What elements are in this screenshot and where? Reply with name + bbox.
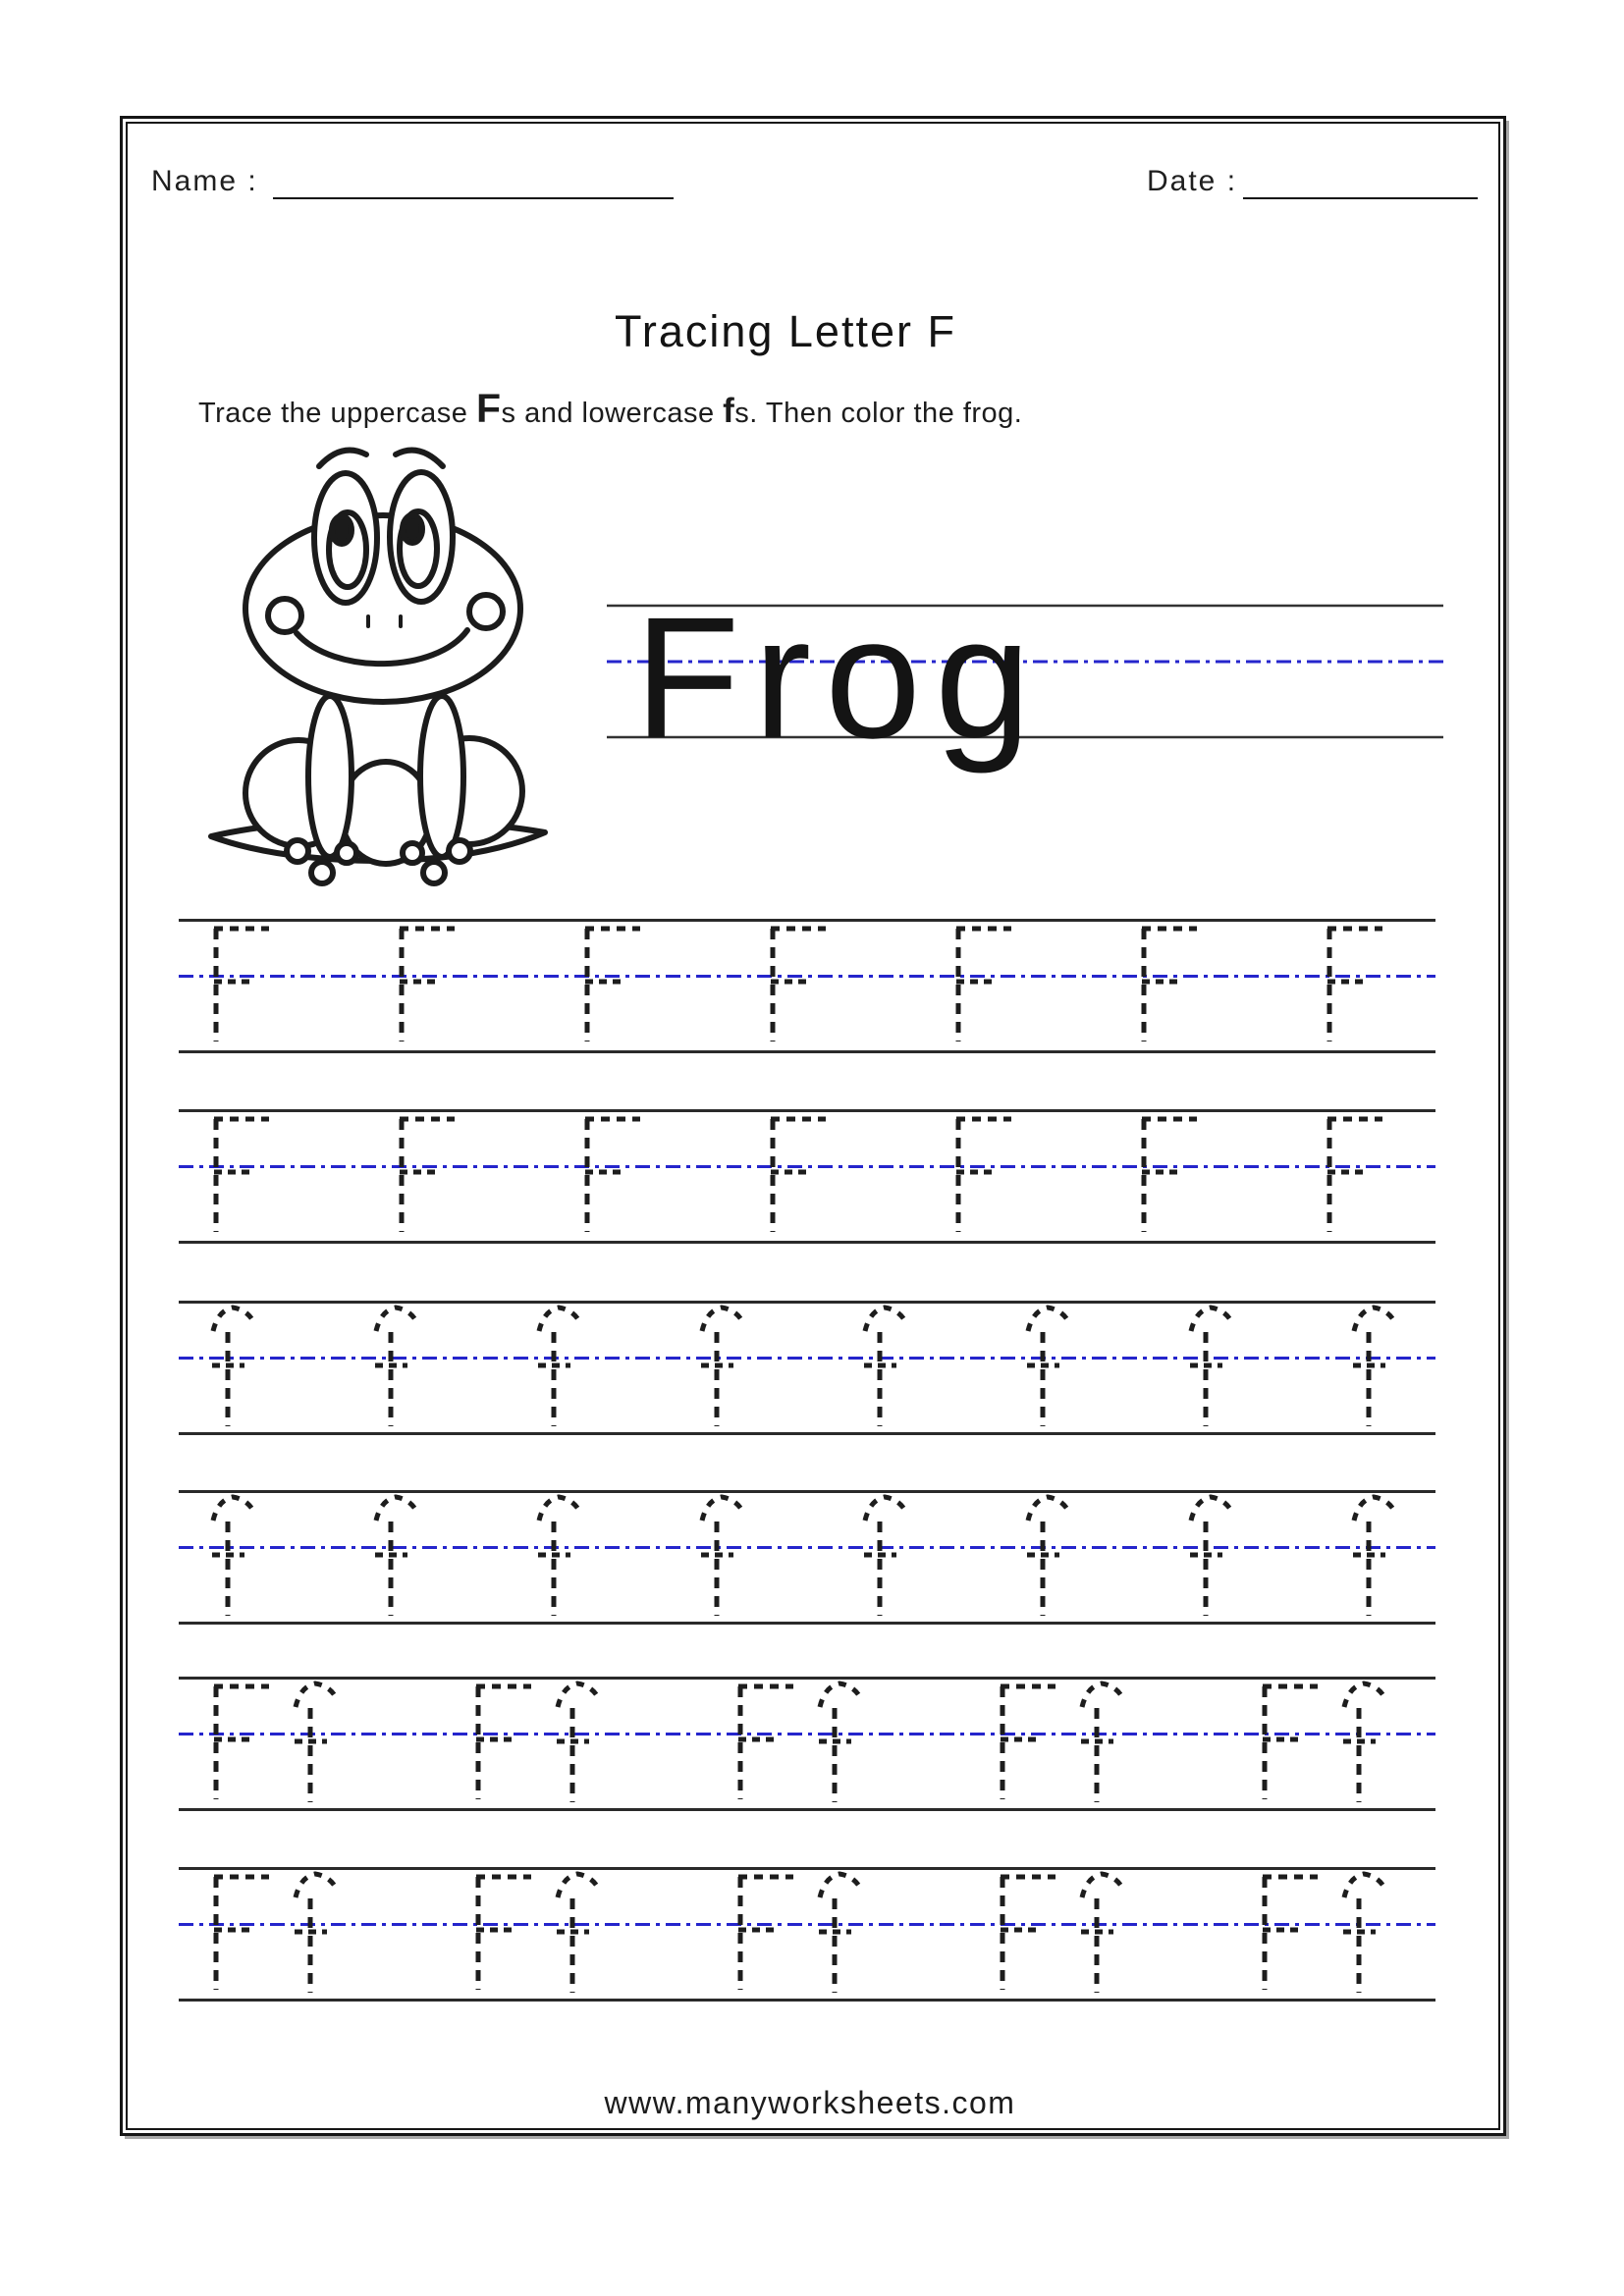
frog-toe (449, 840, 470, 862)
page-title: Tracing Letter F (615, 306, 956, 356)
date-label: Date : (1147, 165, 1238, 197)
date-blank-line (1243, 197, 1478, 199)
frog-eyebrow-left (319, 451, 366, 466)
frog-cheek-left (268, 599, 301, 632)
frog-leg-right (420, 696, 463, 857)
frog-toe (423, 862, 445, 883)
instruction-uppercase-f: F (475, 386, 502, 431)
word-frog: Frog (634, 582, 1045, 774)
frog-toe (311, 862, 333, 883)
trace-row-2-uppercase (179, 1109, 1435, 1247)
frog-pupil-left (332, 516, 352, 544)
instruction-lowercase-f: f (723, 392, 735, 430)
name-label: Name : (151, 165, 258, 197)
frog-toe (403, 843, 422, 863)
name-blank-line (273, 197, 674, 199)
footer-website: www.manyworksheets.com (604, 2085, 1016, 2120)
trace-row-6-pair (179, 1867, 1435, 2004)
trace-row-5-pair (179, 1677, 1435, 1814)
frog-leg-left (308, 696, 352, 857)
frog-toe (287, 840, 308, 862)
frog-cheek-right (469, 595, 503, 628)
instruction-mid: s and lowercase (501, 398, 724, 429)
word-writing-guide (607, 582, 1443, 829)
frog-toe (337, 843, 356, 863)
frog-pupil-right (403, 515, 422, 543)
instruction-text (198, 385, 1022, 437)
frog-eyebrow-right (396, 451, 443, 466)
instruction-lead: Trace the uppercase (198, 398, 476, 429)
frog-illustration (187, 440, 550, 891)
trace-row-3-lowercase (179, 1301, 1435, 1438)
trace-row-1-uppercase (179, 919, 1435, 1056)
instruction-tail: s. Then color the frog. (734, 398, 1023, 429)
trace-row-4-lowercase (179, 1490, 1435, 1628)
